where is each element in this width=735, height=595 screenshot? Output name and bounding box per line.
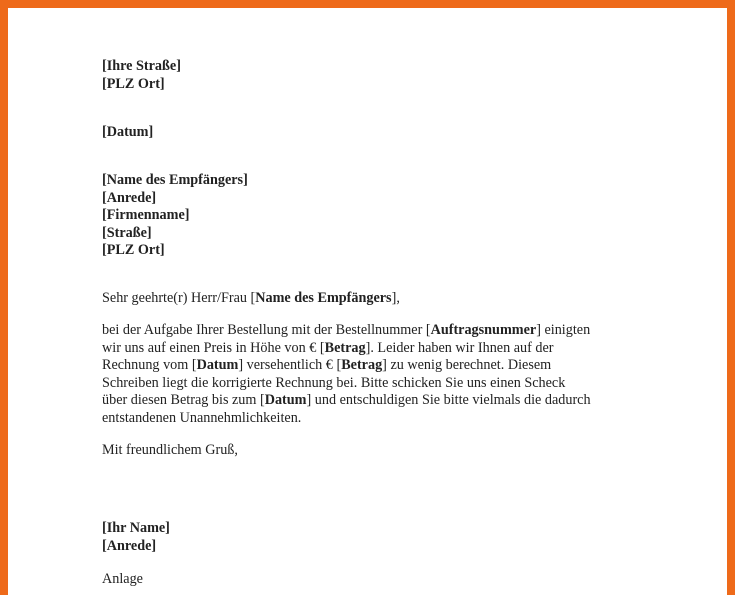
body-line — [102, 392, 591, 410]
body-line: Schreiben liegt die korrigierte Rechnung bei. Bitte schicken Sie uns einen Scheck — [102, 374, 566, 391]
date-placeholder: Datum — [196, 357, 239, 374]
order-number-placeholder: Auftragsnummer — [430, 322, 537, 338]
enclosure-note: Anlage — [102, 571, 143, 587]
signature-block — [102, 520, 170, 555]
sender-zip-city: [PLZ Ort] — [102, 75, 165, 92]
recipient-zip-city: [PLZ Ort] — [102, 242, 165, 259]
greeting-prefix: Sehr geehrte(r) Herr/Frau [ — [102, 290, 256, 306]
sender-address — [102, 58, 181, 93]
body-text: bei der Aufgabe Ihrer Bestellung mit der Bestellnummer [ — [102, 322, 431, 338]
body-text: ] einigten — [536, 322, 591, 338]
sender-street: [Ihre Straße] — [102, 58, 181, 74]
recipient-company: [Firmenname] — [102, 207, 190, 224]
body-text: Rechnung vom [ — [102, 357, 197, 374]
amount-placeholder: Betrag — [324, 339, 366, 356]
body-text: ] zu wenig berechnet. Diesem — [382, 357, 552, 374]
greeting-name-placeholder: Name des Empfängers — [255, 290, 392, 306]
body-text: ] versehentlich € [ — [238, 357, 342, 374]
body-text: wir uns auf einen Preis in Höhe von € [ — [102, 339, 325, 356]
greeting-line — [102, 290, 400, 308]
recipient-street: [Straße] — [102, 224, 152, 241]
body-text: ] und entschuldigen Sie bitte vielmals die dadurch — [306, 392, 591, 409]
greeting-suffix: ], — [391, 290, 400, 306]
letter-body — [102, 322, 591, 428]
signature-name: [Ihr Name] — [102, 520, 170, 536]
body-line: entstandenen Unannehmlichkeiten. — [102, 409, 302, 426]
body-line — [102, 357, 591, 375]
recipient-salutation: [Anrede] — [102, 189, 157, 206]
recipient-name: [Name des Empfängers] — [102, 172, 248, 188]
amount-placeholder: Betrag — [341, 357, 383, 374]
signature-title: [Anrede] — [102, 537, 157, 554]
body-text: ]. Leider haben wir Ihnen auf der — [365, 339, 554, 356]
letter-date: [Datum] — [102, 124, 154, 140]
closing-line: Mit freundlichem Gruß, — [102, 442, 238, 458]
body-line — [102, 322, 591, 340]
date-placeholder: Datum — [264, 392, 307, 409]
document-page — [8, 8, 727, 595]
recipient-address — [102, 172, 248, 260]
body-text: über diesen Betrag bis zum [ — [102, 392, 265, 409]
body-line — [102, 340, 591, 358]
